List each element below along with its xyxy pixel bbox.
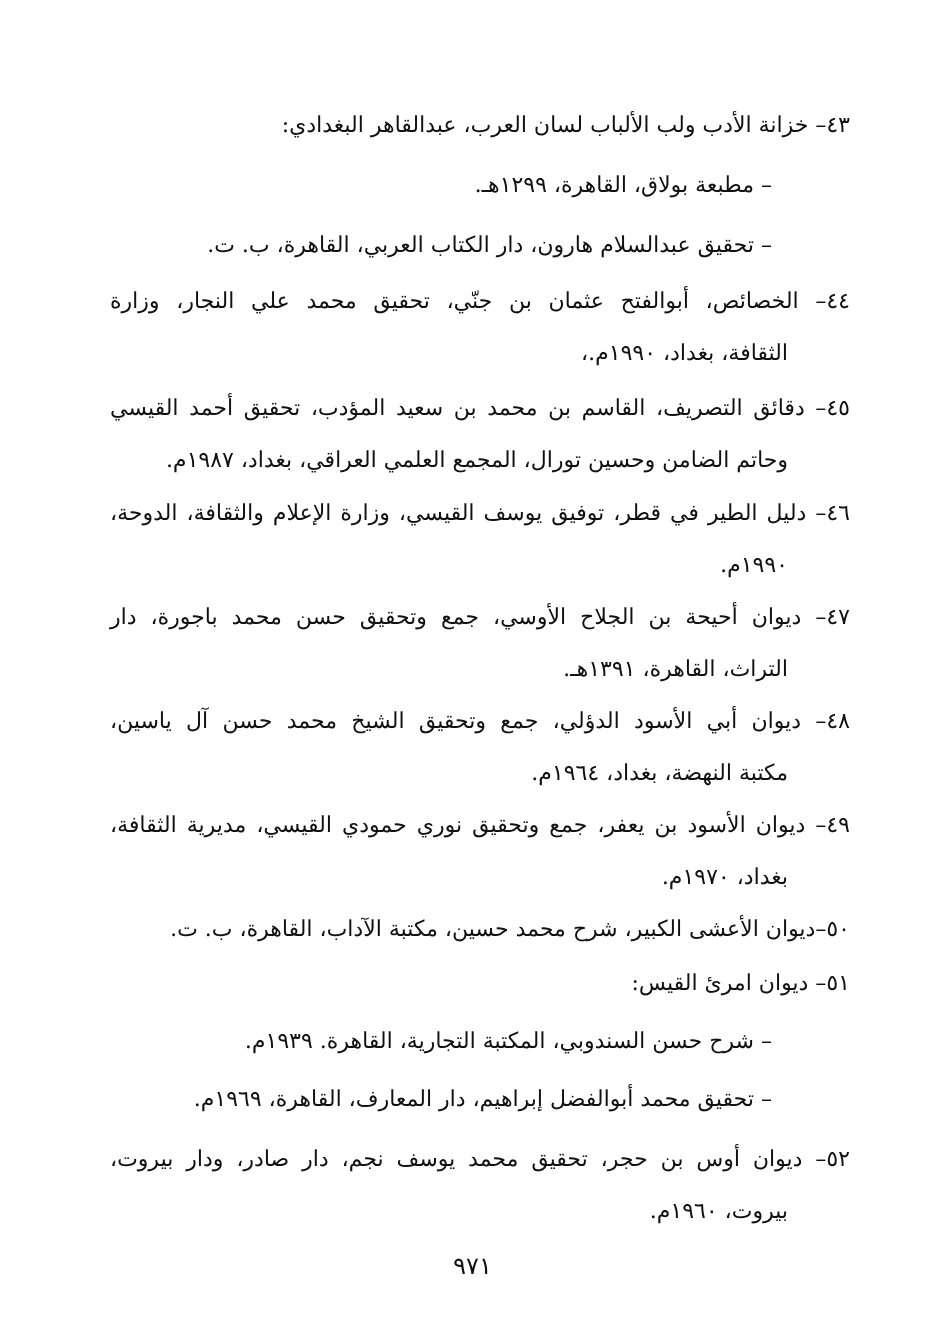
entry-line: ٥٠–ديوان الأعشى الكبير، شرح محمد حسين، مكتبة الآداب، القاهرة، ب. ت. [170,917,850,942]
entry-line: ٤٤– الخصائص، أبوالفتح عثمان بن جنّي، تحقيق محمد علي النجار، وزارة [110,289,850,314]
entry-continuation: مكتبة النهضة، بغداد، ١٩٦٤م. [531,761,788,786]
entry-continuation: بيروت، ١٩٦٠م. [649,1199,788,1224]
entry-subline: – مطبعة بولاق، القاهرة، ١٢٩٩هـ. [474,173,772,198]
entry-line: ٤٣– خزانة الأدب ولب الألباب لسان العرب، عبدالقاهر البغدادي: [281,113,850,138]
entry-subline: – شرح حسن السندوبي، المكتبة التجارية، القاهرة. ١٩٣٩م. [244,1029,772,1054]
entry-continuation: بغداد، ١٩٧٠م. [661,865,788,890]
bibliography-entry-44 [110,276,850,380]
entry-continuation: وحاتم الضامن وحسين تورال، المجمع العلمي العراقي، بغداد، ١٩٨٧م. [165,448,788,473]
bibliography-entry-50 [110,904,850,956]
bibliography-entry-52 [110,1134,850,1238]
page-number: ٩٧١ [453,1252,492,1280]
bibliography-entry-43 [110,100,850,272]
entry-line: ٤٥– دقائق التصريف، القاسم بن محمد بن سعيد المؤدب، تحقيق أحمد القيسي [110,396,850,421]
entry-line: ٥١– ديوان امرئ القيس: [631,971,850,996]
bibliography-entry-46 [110,488,850,592]
entry-line: ٤٨– ديوان أبي الأسود الدؤلي، جمع وتحقيق الشيخ محمد حسن آل ياسين، [110,709,850,734]
entry-continuation: ١٩٩٠م. [720,553,788,578]
entry-line: ٤٦– دليل الطير في قطر، توفيق يوسف القيسي، وزارة الإعلام والثقافة، الدوحة، [110,501,850,526]
bibliography-entry-51 [110,958,850,1126]
bibliography-entry-49 [110,800,850,904]
entry-subline: – تحقيق عبدالسلام هارون، دار الكتاب العربي، القاهرة، ب. ت. [207,233,772,258]
bibliography-entry-48 [110,696,850,800]
entry-line: ٤٩– ديوان الأسود بن يعفر، جمع وتحقيق نوري حمودي القيسي، مديرية الثقافة، [110,813,850,838]
entry-subline: – تحقيق محمد أبوالفضل إبراهيم، دار المعارف، القاهرة، ١٩٦٩م. [193,1087,772,1112]
bibliography-entry-45 [110,383,850,487]
bibliography-entry-47 [110,592,850,696]
entry-continuation: الثقافة، بغداد، ١٩٩٠م.، [581,341,788,366]
entry-line: ٥٢– ديوان أوس بن حجر، تحقيق محمد يوسف نجم، دار صادر، ودار بيروت، [110,1147,850,1172]
entry-continuation: التراث، القاهرة، ١٣٩١هـ. [563,657,788,682]
entry-line: ٤٧– ديوان أحيحة بن الجلاح الأوسي، جمع وتحقيق حسن محمد باجورة، دار [110,605,850,630]
